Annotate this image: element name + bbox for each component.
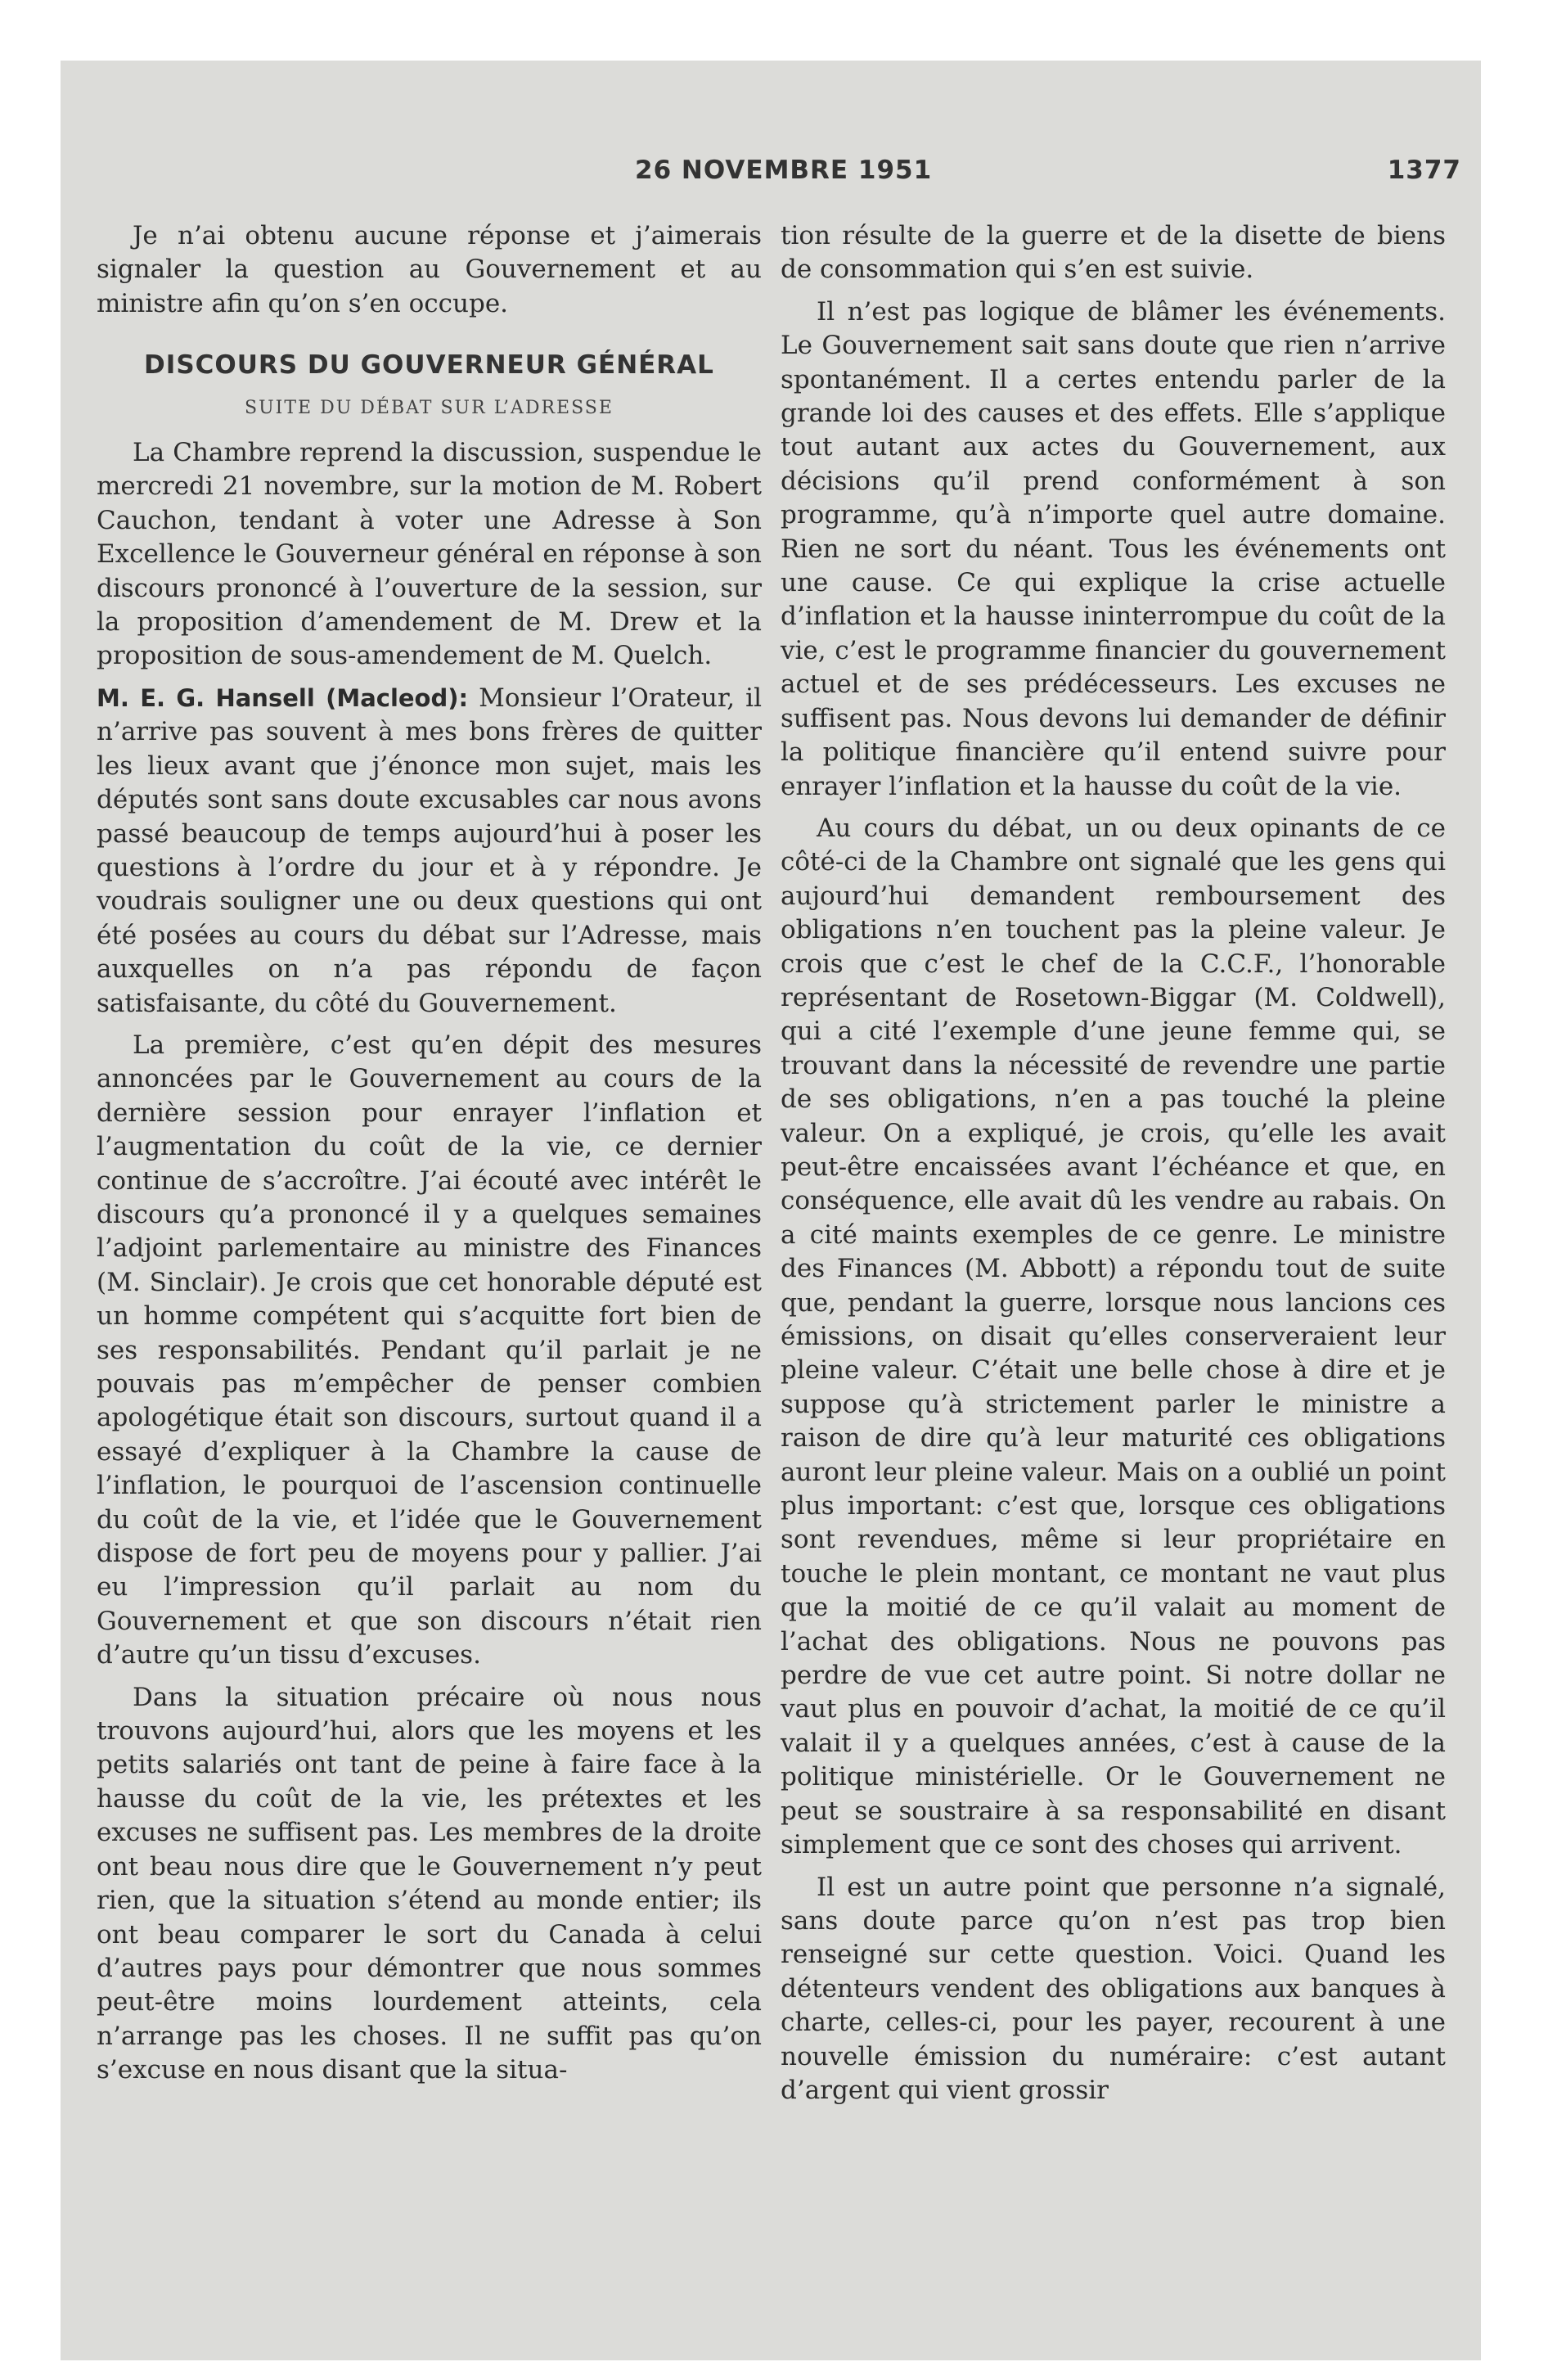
paragraph: Il est un autre point que personne n’a signalé, sans doute parce qu’on n’est pas trop bien renseigné sur cette question. Voici. Quand les détenteurs vendent des obligations aux banques à charte, celles-ci, pour les payer, recourent à une nouvelle émission du numéraire: c’est autant d’argent qui vient grossir [781, 1872, 1446, 2105]
paragraph: La première, c’est qu’en dépit des mesures annoncées par le Gouvernement au cours de la dernière session pour enrayer l’inflation et l’augmentation du coût de la vie, ce dernier continue de s’accroître. J’ai écouté avec intérêt le discours qu’a prononcé il y a quelques semaines l’adjoint parlementaire au ministre des Finances (M. Sinclair). Je crois que cet honorable député est un homme compétent qui s’acquitte fort bien de ses responsabilités. Pendant qu’il parlait je ne pouvais pas m’empêcher de penser combien apologétique était son discours, surtout quand il a essayé d’expliquer à la Chambre la cause de l’inflation, le pourquoi de l’ascension continuelle du coût de la vie, et l’idée que le Gouvernement dispose de fort peu de moyens pour y pallier. J’ai eu l’impression qu’il parlait au nom du Gouvernement et que son discours n’était rien d’autre qu’un tissu d’excuses. [97, 1030, 762, 1670]
paragraph: Dans la situation précaire où nous nous trouvons aujourd’hui, alors que les moyens et les petits salariés ont tant de peine à faire face à la hausse du coût de la vie, les prétextes et les excuses ne suffisent pas. Les membres de la droite ont beau nous dire que le Gouvernement n’y peut rien, que la situation s’étend au monde entier; ils ont beau comparer le sort du Canada à celui d’autres pays pour démontrer que nous sommes peut-être moins lourdement atteints, cela n’arrange pas les choses. Il ne suffit pas qu’on s’excuse en nous disant que la situa- [97, 1682, 762, 2085]
paragraph: La Chambre reprend la discussion, suspendue le mercredi 21 novembre, sur la motion de M. Robert Cauchon, tendant à voter une Adresse à Son Excellence le Gouverneur général en réponse à son discours prononcé à l’ouverture de la session, sur la proposition d’amendement de M. Drew et la proposition de sous-amendement de M. Quelch. [97, 438, 762, 671]
paragraph: Il n’est pas logique de blâmer les événements. Le Gouvernement sait sans doute que rien n’arrive spontanément. Il a certes entendu parler de la grande loi des causes et des effets. Elle s’applique tout autant aux actes du Gouvernement, aux décisions qu’il prend conformément à son programme, qu’à n’importe quel autre domaine. Rien ne sort du néant. Tous les événements ont une cause. Ce qui explique la crise actuelle d’inflation et la hausse ininterrompue du coût de la vie, c’est le programme financier du gouvernement actuel et de ses prédécesseurs. Les excuses ne suffisent pas. Nous devons lui demander de définir la politique financière qu’il entend suivre pour enrayer l’inflation et la hausse du coût de la vie. [781, 296, 1446, 801]
header-date: 26 NOVEMBRE 1951 [635, 156, 933, 185]
paragraph: Au cours du débat, un ou deux opinants de ce côté-ci de la Chambre ont signalé que les gens qui aujourd’hui demandent remboursement des obligations n’en touchent pas la pleine valeur. Je crois que c’est le chef de la C.C.F., l’honorable représentant de Rosetown-Biggar (M. Coldwell), qui a cité l’exemple d’une jeune femme qui, se trouvant dans la nécessité de revendre une partie de ses obligations, n’en a pas touché la pleine valeur. On a expliqué, je crois, qu’elle les avait peut-être encaissées avant l’échéance et que, en conséquence, elle avait dû les vendre au rabais. On a cité maints exemples de ce genre. Le ministre des Finances (M. Abbott) a répondu tout de suite que, pendant la guerre, lorsque nous lancions ces émissions, on disait qu’elles conserveraient leur pleine valeur. C’était une belle chose à dire et je suppose qu’à strictement parler le ministre a raison de dire qu’à leur maturité ces obligations auront leur pleine valeur. Mais on a oublié un point plus important: c’est que, lorsque ces obligations sont revendues, même si leur propriétaire en touche le plein montant, ce montant ne vaut plus que la moitié de ce qu’il valait au moment de l’achat des obligations. Nous ne pouvons pas perdre de vue cet autre point. Si notre dollar ne vaut plus en pouvoir d’achat, la moitié de ce qu’il valait il y a quelques années, c’est à cause de la politique ministérielle. Or le Gouvernement ne peut se soustraire à sa responsabilité en disant simplement que ce sont des choses qui arrivent. [781, 813, 1446, 1860]
speech-paragraph [97, 682, 762, 1021]
section-subtitle: SUITE DU DÉBAT SUR L’ADRESSE [245, 397, 614, 418]
speech-text: Monsieur l’Orateur, il n’arrive pas souvent à mes bons frères de quitter les lieux avant que j’énonce mon sujet, mais les députés sont sans doute excusables car nous avons passé beaucoup de temps aujourd’hui à poser les questions à l’ordre du jour et à y répondre. Je voudrais souligner une ou deux questions qui ont été posées au cours du débat sur l’Adresse, mais auxquelles on n’a pas répondu de façon satisfaisante, du côté du Gouvernement. [97, 683, 762, 1018]
left-column [97, 219, 762, 2096]
right-column [781, 219, 1446, 2116]
paragraph: Je n’ai obtenu aucune réponse et j’aimerais signaler la question au Gouvernement et au ministre afin qu’on s’en occupe. [97, 221, 762, 318]
document-page [61, 61, 1481, 2360]
page-number: 1377 [1387, 156, 1461, 185]
paragraph: tion résulte de la guerre et de la disette de biens de consommation qui s’en est suivie. [781, 221, 1446, 285]
section-title: DISCOURS DU GOUVERNEUR GÉNÉRAL [144, 350, 714, 381]
speaker-name: M. E. G. Hansell (Macleod): [97, 683, 469, 712]
